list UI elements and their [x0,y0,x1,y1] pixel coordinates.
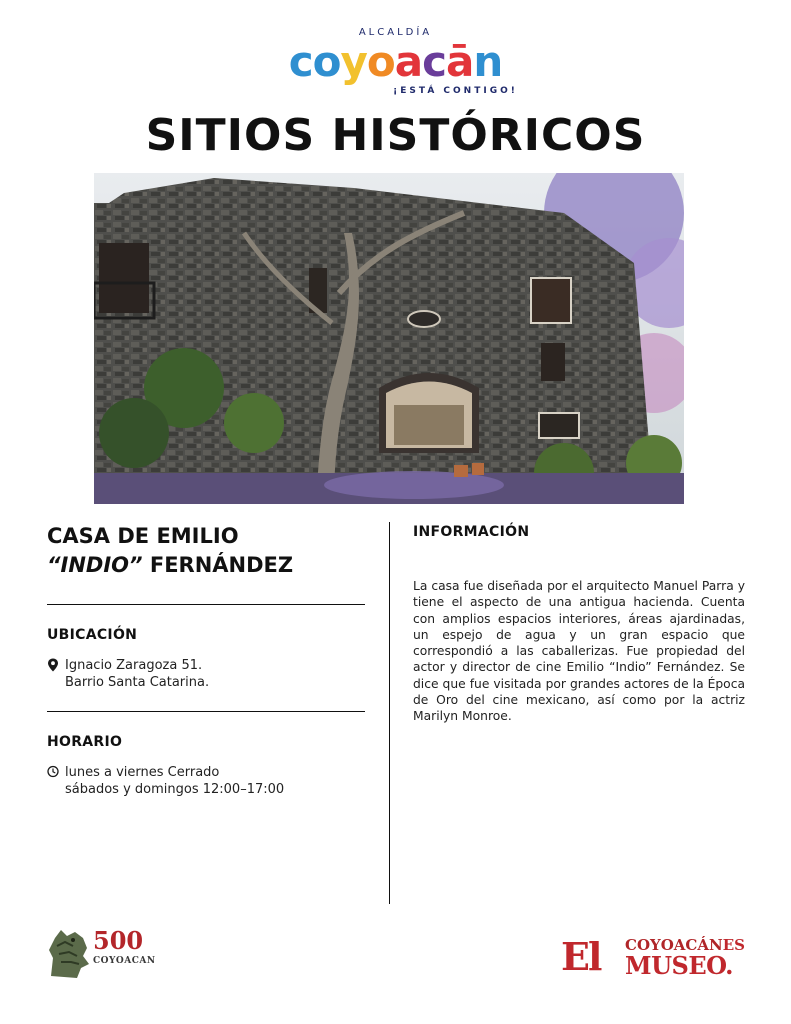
address-line2: Barrio Santa Catarina. [65,675,210,690]
house-photo [94,173,684,504]
schedule-detail [47,764,365,798]
museo-logo-coyoacan: COYOACÁN [625,936,723,954]
logo-letter: a [394,37,423,86]
place-name [47,522,365,580]
logo-wordmark [0,37,791,86]
coyote-emblem-icon [47,928,91,980]
coyoacan-es-museo-logo [561,936,761,980]
divider-line [47,604,365,605]
info-heading: INFORMACIÓN [413,524,530,540]
address-line1: Ignacio Zaragoza 51. [65,658,203,673]
museo-logo-museo: MUSEO. [625,951,733,980]
logo-letter: n [473,37,503,86]
alcaldia-coyoacan-logo [0,26,791,98]
logo-letter: o [312,37,341,86]
place-name-nickname: “INDIO” [47,553,143,577]
location-heading: UBICACIÓN [47,627,138,643]
place-name-surname: FERNÁNDEZ [142,553,294,577]
schedule-heading: HORARIO [47,734,123,750]
house-photo-illustration [94,173,684,504]
museo-logo-es: ES [722,936,745,954]
map-pin-icon [47,658,59,672]
clock-icon [47,765,59,779]
divider-line [47,711,365,712]
anniversary-caption: COYOACAN [93,956,156,966]
schedule-line1: lunes a viernes Cerrado [65,765,220,780]
logo-top-text: ALCALDÍA [358,27,433,38]
logo-letter: c [288,37,313,86]
logo-slogan: ¡ESTÁ CONTIGO! [393,86,518,96]
museo-logo-el: El [561,934,601,979]
info-body: La casa fue diseñada por el arquitecto Manuel Parra y tiene el aspecto de una antigua hacienda. Cuenta con amplios espacios interiores, áreas ajardinadas, un espejo de agua y un gran espacio que correspondió a las caballerizas. Fue propiedad del actor y director de cine Emilio “Indio” Fernández. Se dice que fue visitada por grandes actores de la Época de Oro del cine mexicano, así como por la actriz Marilyn Monroe. [413,579,745,724]
logo-letter: ā [446,37,474,86]
place-name-line1: CASA DE EMILIO [47,524,239,548]
column-divider [389,522,390,904]
logo-letter: y [340,37,367,86]
page-title: SITIOS HISTÓRICOS [145,110,646,161]
schedule-line2: sábados y domingos 12:00–17:00 [65,782,285,797]
logo-letter: c [422,37,446,86]
location-detail [47,657,365,691]
logo-letter: o [366,37,395,86]
coyoacan-500-logo [47,926,167,982]
place-title-block [47,522,365,580]
anniversary-number: 500 [93,926,144,955]
